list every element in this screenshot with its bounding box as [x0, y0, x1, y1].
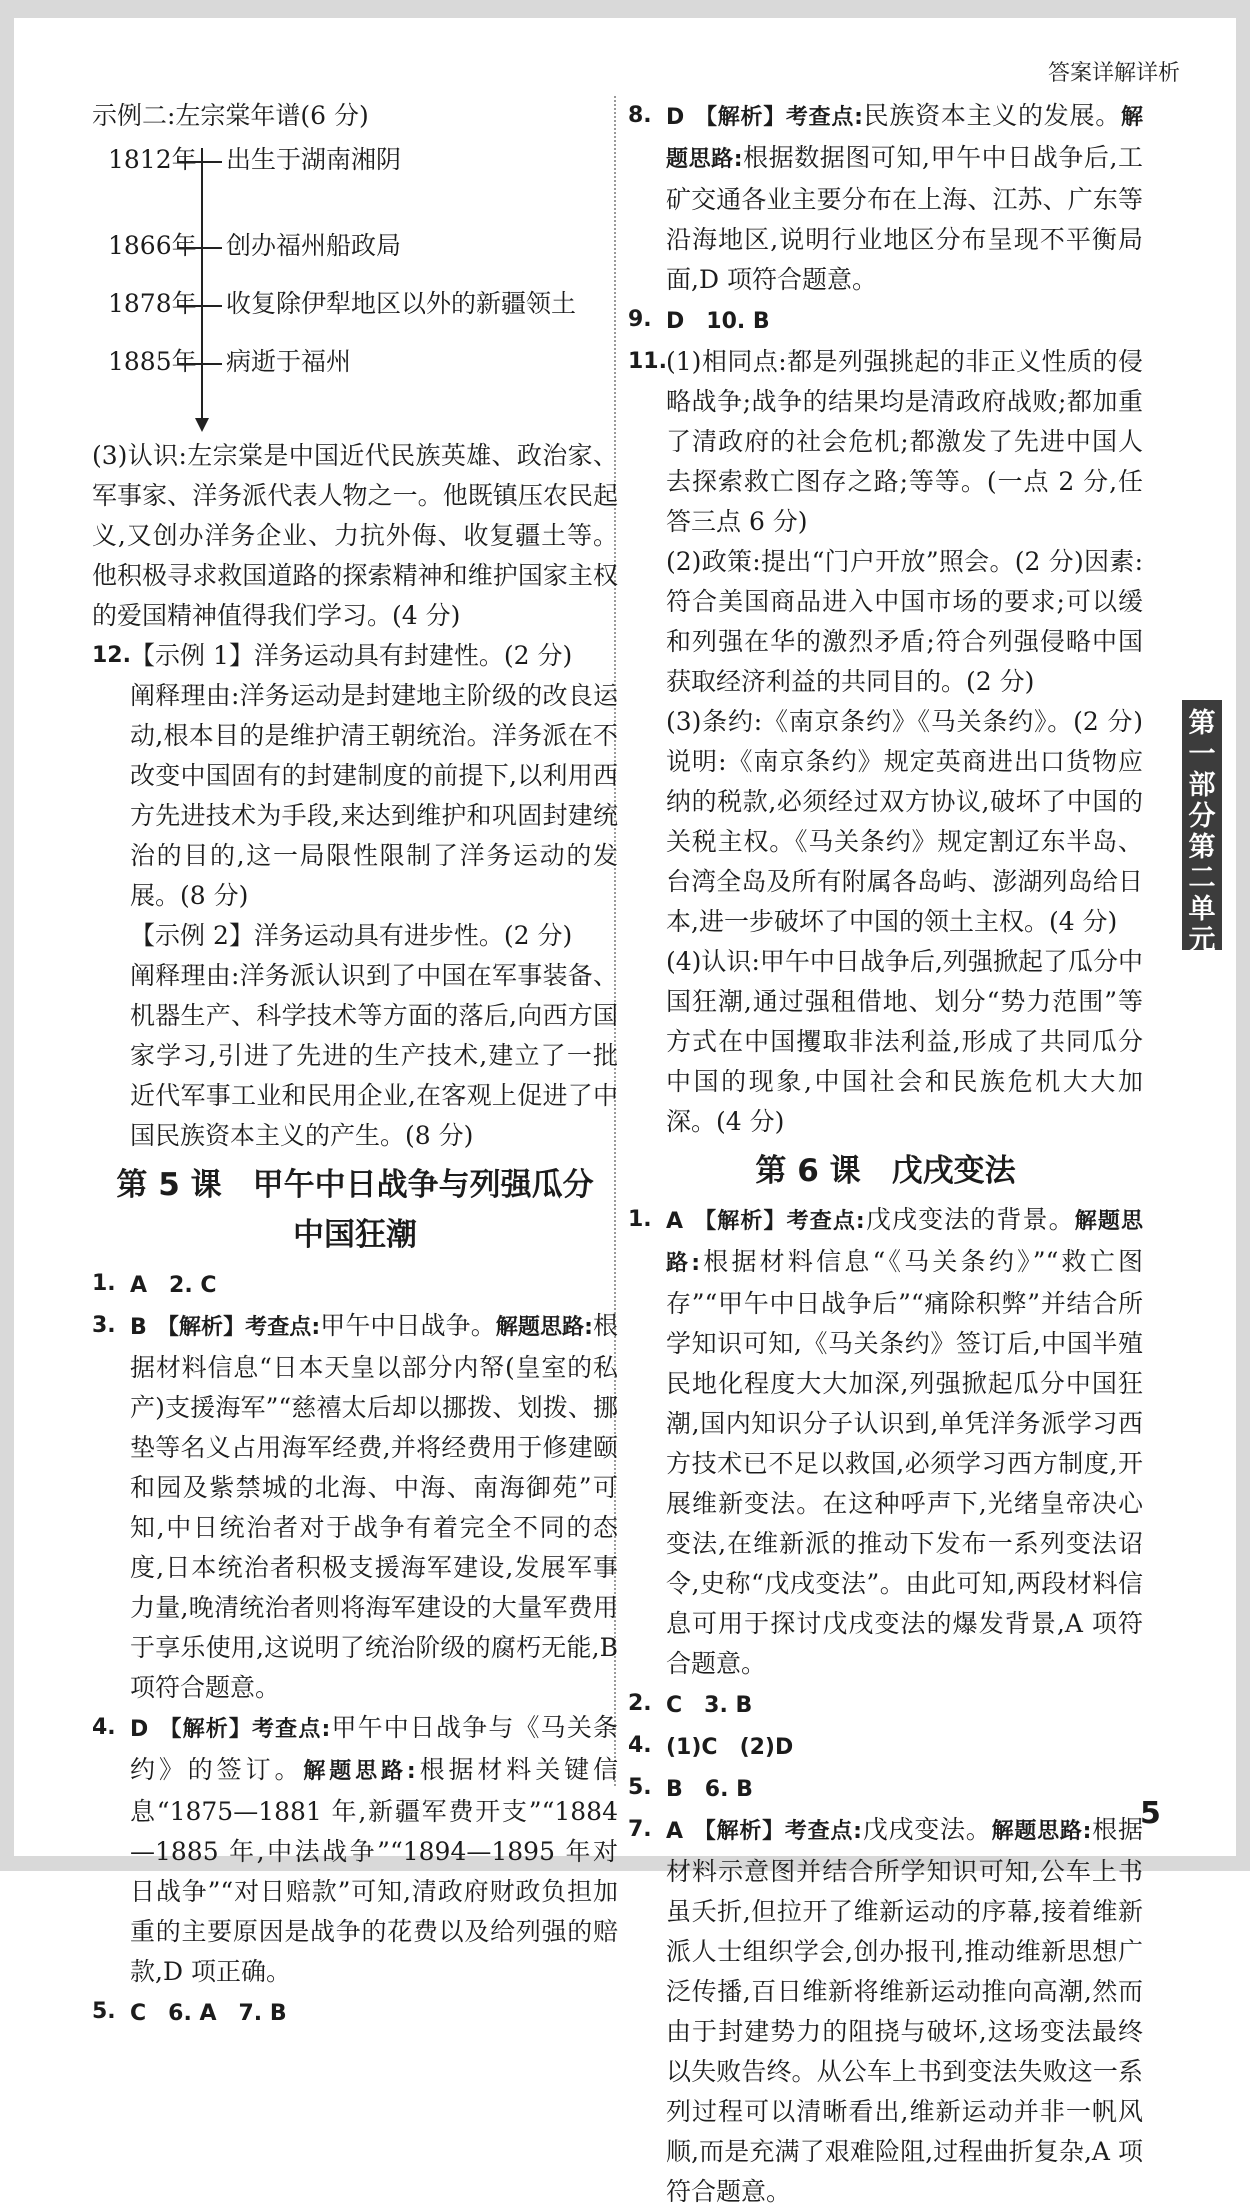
timeline-event: 病逝于福州	[226, 347, 352, 376]
side-tab-char: 二	[1188, 863, 1216, 894]
timeline-entry	[108, 284, 576, 324]
side-tab-char: 单	[1188, 894, 1216, 925]
analysis-body: 根据材料示意图并结合所学知识可知,公车上书虽夭折,但拉开了维新运动的序幕,接着维新派人士组织学会,创办报刊,推动维新思想广泛传播,百日维新将维新运动推向高潮,然而由于封建势力的阻挠与破坏,这场变法最终以失败告终。从公车上书到变法失败这一系列过程可以清晰看出,维新运动并非一帆风顺,而是充满了艰难险阻,过程曲折复杂,A 项符合题意。	[666, 1815, 1143, 2206]
analysis-body: 根据数据图可知,甲午中日战争后,工矿交通各业主要分布在上海、江苏、广东等沿海地区,说明行业地区分布呈现不平衡局面,D 项符合题意。	[666, 143, 1143, 294]
timeline-year: 1812年	[108, 145, 197, 174]
q11-part-1: (1)相同点:都是列强挑起的非正义性质的侵略战争;战争的结果均是清政府战败;都加重了清政府的社会危机;都激发了先进中国人去探索救亡图存之路;等等。(一点 2 分,任答三点 6 分)	[666, 347, 1143, 536]
l5-question-5	[92, 1992, 618, 2034]
timeline-entry	[108, 140, 401, 180]
analysis-tag: 【解析】考查点:	[158, 1717, 331, 1742]
analysis-point: 戊戌变法的背景。	[864, 1205, 1075, 1234]
timeline-entry	[108, 226, 401, 266]
question-number: 8.	[628, 103, 652, 128]
question-11	[628, 342, 1143, 1142]
timeline-event: 创办福州船政局	[226, 231, 402, 260]
analysis-approach-tag: 解题思路:	[991, 1819, 1092, 1844]
right-column	[628, 96, 1143, 2212]
answer-text: D 10. B	[666, 309, 770, 334]
answer-text: C 6. A 7. B	[130, 2001, 287, 2026]
answer-letter: B	[130, 1315, 147, 1340]
example-1-reason: 阐释理由:洋务运动是封建地主阶级的改良运动,根本目的是维护清王朝统治。洋务派在不改变中国固有的封建制度的前提下,以利用西方先进技术为手段,来达到维护和巩固封建统治的目的,这一局限性限制了洋务运动的发展。(8 分)	[130, 681, 618, 910]
question-number: 11.	[628, 349, 667, 374]
side-tab-char: 一	[1188, 739, 1216, 770]
q11-part-4: (4)认识:甲午中日战争后,列强掀起了瓜分中国狂潮,通过强租借地、划分“势力范围”等方式在中国攫取非法利益,形成了共同瓜分中国的现象,中国社会和民族危机大大加深。(4 分)	[666, 947, 1143, 1136]
analysis-body: 根据材料关键信息“1875—1881 年,新疆军费开支”“1884—1885 年,中法战争”“1894—1895 年对日战争”“对日赔款”可知,清政府财政负担加重的主要原因是战争的花费以及给列强的赔款,D 项正确。	[130, 1755, 618, 1986]
side-tab-char: 第	[1188, 708, 1216, 739]
lesson-5-title	[92, 1160, 618, 1260]
analysis-tag: 【解析】考查点:	[694, 105, 863, 130]
timeline-year: 1878年	[108, 289, 197, 318]
question-number: 5.	[628, 1775, 652, 1800]
analysis-tag: 【解析】考查点:	[693, 1209, 865, 1234]
answer-text: A 2. C	[130, 1273, 217, 1298]
analysis-point: 甲午中日战争。	[320, 1311, 496, 1340]
question-8	[628, 96, 1143, 300]
section-side-tab	[1182, 700, 1222, 956]
l6-question-7	[628, 1810, 1143, 2212]
question-number: 1.	[92, 1271, 116, 1296]
question-number: 3.	[92, 1313, 116, 1338]
timeline-arrow-icon	[195, 418, 209, 432]
lesson-5-title-line2: 中国狂潮	[293, 1217, 417, 1253]
left-column	[92, 96, 618, 2034]
q11-part-3: (3)条约:《南京条约》《马关条约》。(2 分)说明:《南京条约》规定英商进出口货物应纳的税款,必须经过双方协议,破坏了中国的关税主权。《马关条约》规定割辽东半岛、台湾全岛及所有附属各岛屿、澎湖列岛给日本,进一步破坏了中国的领土主权。(4 分)	[666, 707, 1143, 936]
question-number: 4.	[92, 1715, 116, 1740]
zuo-zongtang-timeline	[108, 136, 618, 436]
answer-letter: A	[666, 1819, 684, 1844]
timeline-event: 出生于湖南湘阴	[226, 145, 402, 174]
l5-question-1	[92, 1264, 618, 1306]
timeline-event: 收复除伊犁地区以外的新疆领土	[226, 289, 577, 318]
l5-question-3	[92, 1306, 618, 1708]
timeline-connector	[178, 363, 222, 365]
analysis-body: 根据材料信息“日本天皇以部分内帑(皇室的私产)支援海军”“慈禧太后却以挪拨、划拨、挪垫等名义占用海军经费,并将经费用于修建颐和园及紫禁城的北海、中海、南海御苑”可知,中日统治者对于战争有着完全不同的态度,日本统治者积极支援海军建设,发展军事力量,晚清统治者则将海军建设的大量军费用于享乐使用,这说明了统治阶级的腐朽无能,B 项符合题意。	[130, 1311, 618, 1702]
answer-letter: D	[666, 105, 685, 130]
example-2-reason: 阐释理由:洋务派认识到了中国在军事装备、机器生产、科学技术等方面的落后,向西方国家学习,引进了先进的生产技术,建立了一批近代军事工业和民用企业,在客观上促进了中国民族资本主义的产生。(8 分)	[130, 961, 618, 1150]
example-2-heading: 【示例 2】洋务运动具有进步性。(2 分)	[130, 921, 573, 950]
analysis-approach-tag: 解题思路:	[303, 1759, 416, 1784]
side-tab-char: 第	[1188, 832, 1216, 863]
answer-3-recognition: (3)认识:左宗棠是中国近代民族英雄、政治家、军事家、洋务派代表人物之一。他既镇压农民起义,又创办洋务企业、力抗外侮、收复疆土等。他积极寻求救国道路的探索精神和维护国家主权的爱国精神值得我们学习。(4 分)	[92, 441, 618, 630]
example-1-heading: 【示例 1】洋务运动具有封建性。(2 分)	[130, 641, 573, 670]
l6-question-2	[628, 1684, 1143, 1726]
question-number: 9.	[628, 307, 652, 332]
example2-title: 示例二:左宗棠年谱(6 分)	[92, 101, 369, 130]
l6-question-4	[628, 1726, 1143, 1768]
timeline-connector	[178, 305, 222, 307]
analysis-point: 民族资本主义的发展。	[862, 101, 1121, 130]
question-number: 5.	[92, 1999, 116, 2024]
answer-text: C 3. B	[666, 1693, 753, 1718]
answer-text: B 6. B	[666, 1777, 753, 1802]
question-number: 1.	[628, 1207, 652, 1232]
side-tab-char: 元	[1188, 925, 1216, 956]
l6-question-1	[628, 1200, 1143, 1684]
analysis-tag: 【解析】考查点:	[156, 1315, 321, 1340]
analysis-point: 甲午中日战争与《马关条约》的签订。	[130, 1713, 618, 1784]
timeline-connector	[178, 247, 222, 249]
question-number: 12.	[92, 643, 131, 668]
page-header: 答案详解详析	[1047, 61, 1180, 86]
analysis-approach-tag: 解题思路:	[666, 1209, 1143, 1276]
question-number: 4.	[628, 1733, 652, 1758]
analysis-approach-tag: 解题思路:	[666, 105, 1143, 172]
side-tab-char: 分	[1188, 801, 1216, 832]
lesson-6-title: 第 6 课 戊戌变法	[755, 1153, 1016, 1189]
timeline-year: 1866年	[108, 231, 197, 260]
timeline-connector	[178, 161, 222, 163]
q11-part-2: (2)政策:提出“门户开放”照会。(2 分)因素:符合美国商品进入中国市场的要求;可以缓和列强在华的激烈矛盾;符合列强侵略中国获取经济利益的共同目的。(2 分)	[666, 547, 1143, 696]
answer-letter: D	[130, 1717, 149, 1742]
side-tab-char: 部	[1188, 770, 1216, 801]
l5-question-4	[92, 1708, 618, 1992]
answer-letter: A	[666, 1209, 684, 1234]
answer-text: (1)C (2)D	[666, 1735, 794, 1760]
analysis-body: 根据材料信息“《马关条约》”“救亡图存”“甲午中日战争后”“痛除积弊”并结合所学知识可知,《马关条约》签订后,中国半殖民地化程度大大加深,列强掀起瓜分中国狂潮,国内知识分子认识到,单凭洋务派学习西方技术已不足以救国,必须学习西方制度,开展维新变法。在这种呼声下,光绪皇帝决心变法,在维新派的推动下发布一系列变法诏令,史称“戊戌变法”。由此可知,两段材料信息可用于探讨戊戌变法的爆发背景,A 项符合题意。	[666, 1247, 1143, 1678]
analysis-point: 戊戌变法。	[861, 1815, 992, 1844]
question-9	[628, 300, 1143, 342]
timeline-entry	[108, 342, 351, 382]
question-12	[92, 636, 618, 1156]
analysis-tag: 【解析】考查点:	[693, 1819, 862, 1844]
question-number: 2.	[628, 1691, 652, 1716]
analysis-approach-tag: 解题思路:	[495, 1315, 593, 1340]
question-number: 7.	[628, 1817, 652, 1842]
l6-question-5	[628, 1768, 1143, 1810]
lesson-5-title-line1: 第 5 课 甲午中日战争与列强瓜分	[116, 1167, 594, 1203]
page-number: 5	[1140, 1796, 1161, 1831]
timeline-year: 1885年	[108, 347, 197, 376]
